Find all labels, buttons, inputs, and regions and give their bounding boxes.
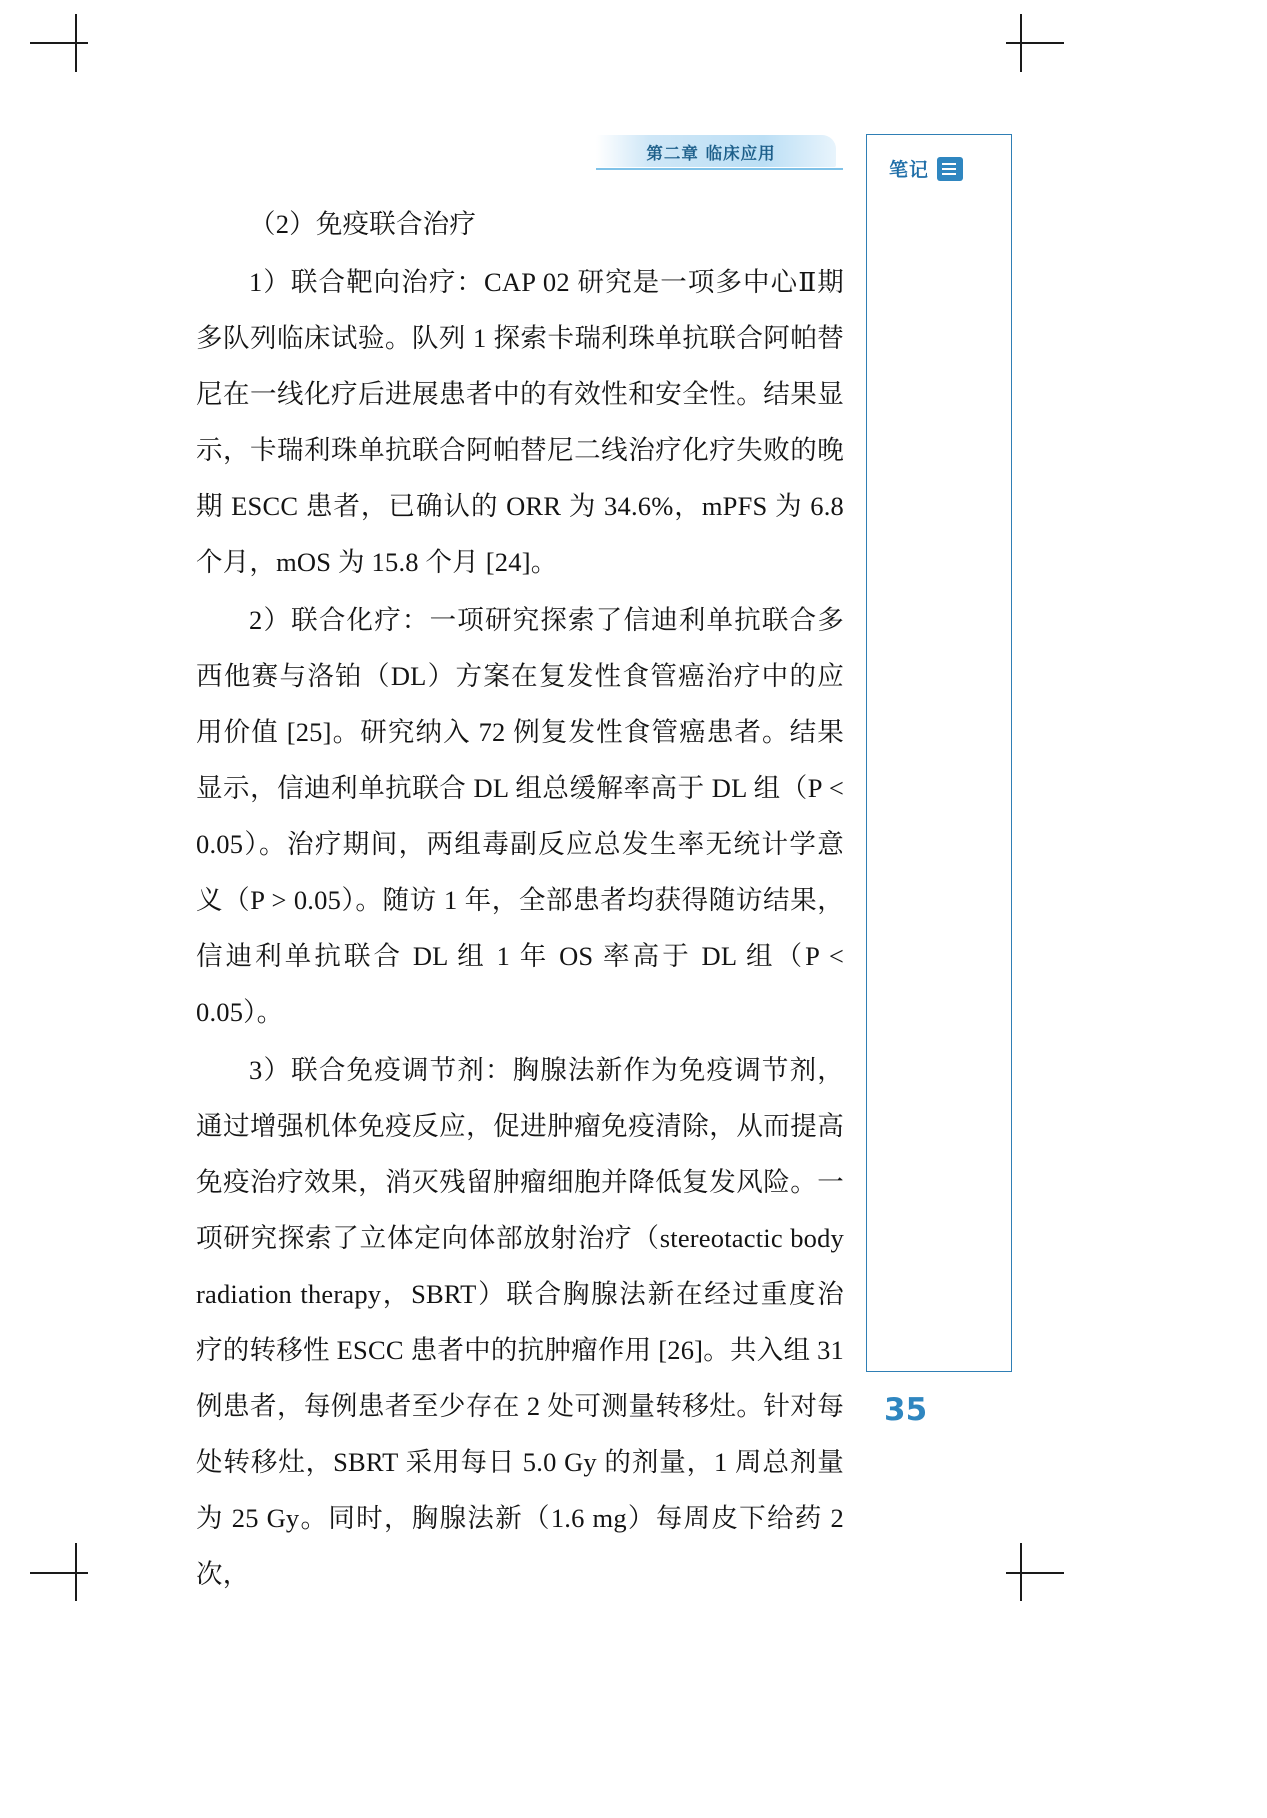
notes-label: 笔记 xyxy=(889,159,930,181)
crop-mark-bottom-right-h xyxy=(1006,1572,1064,1574)
paragraph-heading-immune-combo: （2）免疫联合治疗 xyxy=(249,209,477,239)
crop-mark-top-right-h xyxy=(1006,42,1064,44)
note-pencil-icon xyxy=(937,157,963,181)
crop-mark-bottom-left-h xyxy=(30,1572,88,1574)
main-text-column xyxy=(196,196,844,1602)
paragraph-immunomodulator-combination: 3）联合免疫调节剂：胸腺法新作为免疫调节剂，通过增强机体免疫反应，促进肿瘤免疫清除，从而提高免疫治疗效果，消灭残留肿瘤细胞并降低复发风险。一项研究探索了立体定向体部放射治疗（stereotactic body radiation therapy，SBRT）联合胸腺法新在经过重度治疗的转移性 ESCC 患者中的抗肿瘤作用 [26]。共入组 31 例患者，每例患者至少存在 2 处可测量转移灶。针对每处转移灶，SBRT 采用每日 5.0 Gy 的剂量，1 周总剂量为 25 Gy。同时，胸腺法新（1.6 mg）每周皮下给药 2 次， xyxy=(196,1055,844,1589)
notes-header xyxy=(889,155,963,182)
chapter-tag-label: 第二章 临床应用 xyxy=(646,144,776,163)
chapter-tag-underline xyxy=(596,168,843,170)
chapter-tag xyxy=(596,135,836,167)
notes-area xyxy=(866,134,1012,1372)
crop-mark-top-left-h xyxy=(30,42,88,44)
paragraph-targeted-combination: 1）联合靶向治疗：CAP 02 研究是一项多中心Ⅱ期多队列临床试验。队列 1 探索卡瑞利珠单抗联合阿帕替尼在一线化疗后进展患者中的有效性和安全性。结果显示，卡瑞利珠单抗联合阿帕替尼二线治疗化疗失败的晚期 ESCC 患者，已确认的 ORR 为 34.6%，mPFS 为 6.8 个月，mOS 为 15.8 个月 [24]。 xyxy=(196,267,844,577)
page-number: 35 xyxy=(884,1392,928,1428)
paragraph-chemo-combination: 2）联合化疗：一项研究探索了信迪利单抗联合多西他赛与洛铂（DL）方案在复发性食管癌治疗中的应用价值 [25]。研究纳入 72 例复发性食管癌患者。结果显示，信迪利单抗联合 DL 组总缓解率高于 DL 组（P < 0.05）。治疗期间，两组毒副反应总发生率无统计学意义（P > 0.05）。随访 1 年，全部患者均获得随访结果，信迪利单抗联合 DL 组 1 年 OS 率高于 DL 组（P < 0.05）。 xyxy=(196,605,844,1027)
